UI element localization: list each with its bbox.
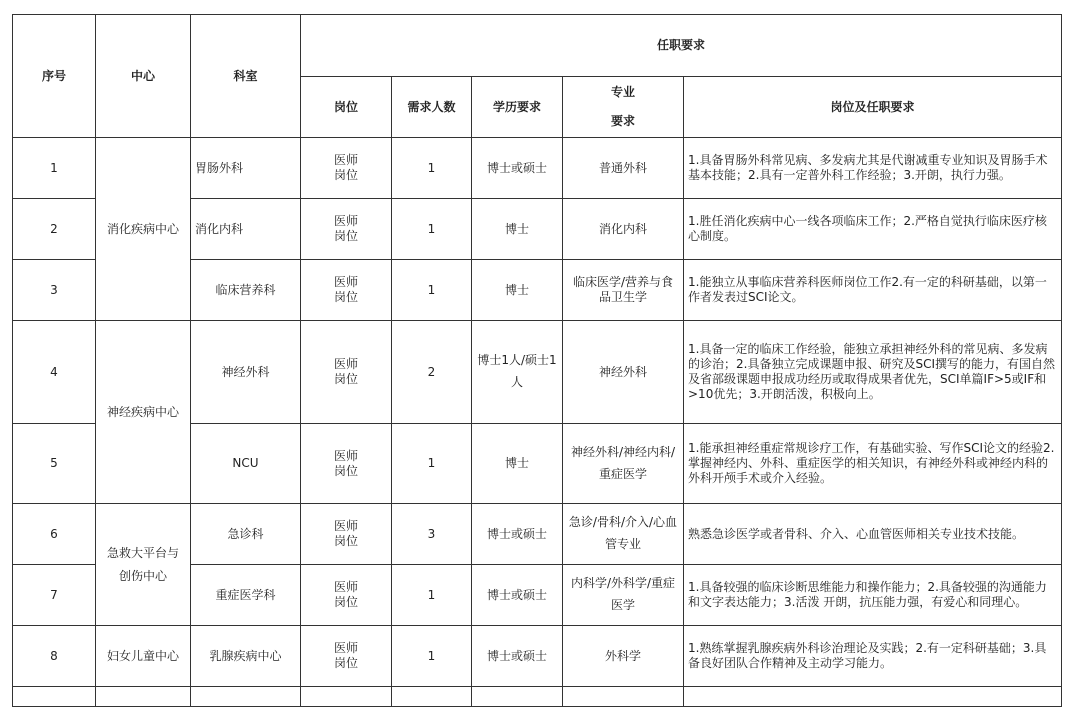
row-count: 1 (392, 565, 472, 626)
row-seq: 5 (13, 424, 96, 504)
row-position (301, 138, 392, 199)
table-row (13, 626, 1062, 687)
row-seq: 3 (13, 260, 96, 321)
header-details: 岗位及任职要求 (684, 77, 1062, 138)
row-position (301, 260, 392, 321)
table-row-partial (13, 687, 1062, 707)
row-dept: 胃肠外科 (191, 138, 301, 199)
row-seq: 2 (13, 199, 96, 260)
header-education: 学历要求 (472, 77, 563, 138)
row-requirements: 1.能承担神经重症常规诊疗工作，有基础实验、写作SCI论文的经验2.掌握神经内、外科、重症医学的相关知识，有神经外科或神经内科的外科开颅手术或介入经验。 (684, 424, 1062, 504)
table-row (13, 504, 1062, 565)
row-count: 1 (392, 260, 472, 321)
row-dept: 临床营养科 (191, 260, 301, 321)
row-requirements: 1.具备较强的临床诊断思维能力和操作能力；2.具备较强的沟通能力和文字表达能力；3.活泼 开朗，抗压能力强，有爱心和同理心。 (684, 565, 1062, 626)
row-seq: 7 (13, 565, 96, 626)
row-major: 普通外科 (563, 138, 684, 199)
row-dept: 急诊科 (191, 504, 301, 565)
row-position-line1: 医师 (333, 448, 358, 463)
row-education: 博士或硕士 (472, 138, 563, 199)
row-position (301, 626, 392, 687)
row-position (301, 565, 392, 626)
center-emergency (96, 504, 191, 626)
row-education: 博士 (472, 199, 563, 260)
row-requirements: 熟悉急诊医学或者骨科、介入、心血管医师相关专业技术技能。 (684, 504, 1062, 565)
row-position (301, 504, 392, 565)
row-position-line1: 医师 (333, 357, 358, 371)
row-position-line1: 医师 (333, 153, 358, 167)
row-count: 1 (392, 199, 472, 260)
row-count: 2 (392, 321, 472, 424)
row-position-line1: 医师 (333, 214, 358, 228)
row-requirements: 1.胜任消化疾病中心一线各项临床工作；2.严格自觉执行临床医疗核心制度。 (684, 199, 1062, 260)
row-dept: 重症医学科 (191, 565, 301, 626)
center-emergency-line1: 急救大平台与 (106, 545, 179, 560)
row-position-line2: 岗位 (333, 290, 358, 304)
center-digestive: 消化疾病中心 (96, 138, 191, 321)
header-seq: 序号 (13, 15, 96, 138)
row-position-line2: 岗位 (333, 463, 358, 478)
row-count: 3 (392, 504, 472, 565)
row-position-line2: 岗位 (333, 534, 358, 548)
row-count: 1 (392, 138, 472, 199)
row-position-line1: 医师 (333, 275, 358, 289)
header-requirements: 任职要求 (301, 15, 1062, 77)
row-requirements: 1.熟练掌握乳腺疾病外科诊治理论及实践；2.有一定科研基础；3.具备良好团队合作精神及主动学习能力。 (684, 626, 1062, 687)
header-major-line2: 要求 (610, 114, 635, 128)
row-position-line2: 岗位 (333, 168, 358, 182)
header-count: 需求人数 (392, 77, 472, 138)
row-requirements: 1.具备一定的临床工作经验，能独立承担神经外科的常见病、多发病的诊治；2.具备独立完成课题申报、研究及SCI撰写的能力，有国自然及省部级课题申报成功经历或取得成果者优先，SCI单篇IF>5或IF和>10优先；3.开朗活泼，积极向上。 (684, 321, 1062, 424)
row-seq: 8 (13, 626, 96, 687)
header-position: 岗位 (301, 77, 392, 138)
row-position-line2: 岗位 (333, 595, 358, 609)
row-position-line1: 医师 (333, 641, 358, 655)
row-dept: NCU (191, 424, 301, 504)
row-major: 外科学 (563, 626, 684, 687)
row-position-line1: 医师 (333, 519, 358, 533)
row-seq: 1 (13, 138, 96, 199)
center-neuro: 神经疾病中心 (96, 321, 191, 504)
row-position (301, 321, 392, 424)
row-seq: 6 (13, 504, 96, 565)
row-requirements: 1.能独立从事临床营养科医师岗位工作2.有一定的科研基础，以第一作者发表过SCI论文。 (684, 260, 1062, 321)
row-count: 1 (392, 626, 472, 687)
row-major: 神经外科 (563, 321, 684, 424)
row-major: 内科学/外科学/重症医学 (563, 565, 684, 626)
row-major: 急诊/骨科/介入/心血管专业 (563, 504, 684, 565)
row-position-line2: 岗位 (333, 656, 358, 670)
row-education: 博士 (472, 260, 563, 321)
row-seq: 4 (13, 321, 96, 424)
recruitment-table (12, 14, 1062, 707)
row-count: 1 (392, 424, 472, 504)
row-position (301, 199, 392, 260)
header-dept: 科室 (191, 15, 301, 138)
row-education: 博士或硕士 (472, 504, 563, 565)
row-requirements: 1.具备胃肠外科常见病、多发病尤其是代谢减重专业知识及胃肠手术基本技能；2.具有一定普外科工作经验；3.开朗，执行力强。 (684, 138, 1062, 199)
table-row (13, 138, 1062, 199)
header-center: 中心 (96, 15, 191, 138)
row-education: 博士1人/硕士1人 (472, 321, 563, 424)
row-position-line2: 岗位 (333, 372, 358, 386)
row-position (301, 424, 392, 504)
row-education: 博士或硕士 (472, 626, 563, 687)
header-major-line1: 专业 (610, 85, 635, 100)
row-dept: 消化内科 (191, 199, 301, 260)
center-emergency-line2: 创伤中心 (118, 568, 167, 583)
header-major (563, 77, 684, 138)
row-position-line1: 医师 (333, 580, 358, 594)
row-education: 博士或硕士 (472, 565, 563, 626)
row-major: 消化内科 (563, 199, 684, 260)
row-dept: 神经外科 (191, 321, 301, 424)
row-major: 临床医学/营养与食品卫生学 (563, 260, 684, 321)
center-women-children: 妇女儿童中心 (96, 626, 191, 687)
row-dept: 乳腺疾病中心 (191, 626, 301, 687)
table-row (13, 321, 1062, 424)
row-major: 神经外科/神经内科/重症医学 (563, 424, 684, 504)
row-education: 博士 (472, 424, 563, 504)
row-position-line2: 岗位 (333, 229, 358, 243)
